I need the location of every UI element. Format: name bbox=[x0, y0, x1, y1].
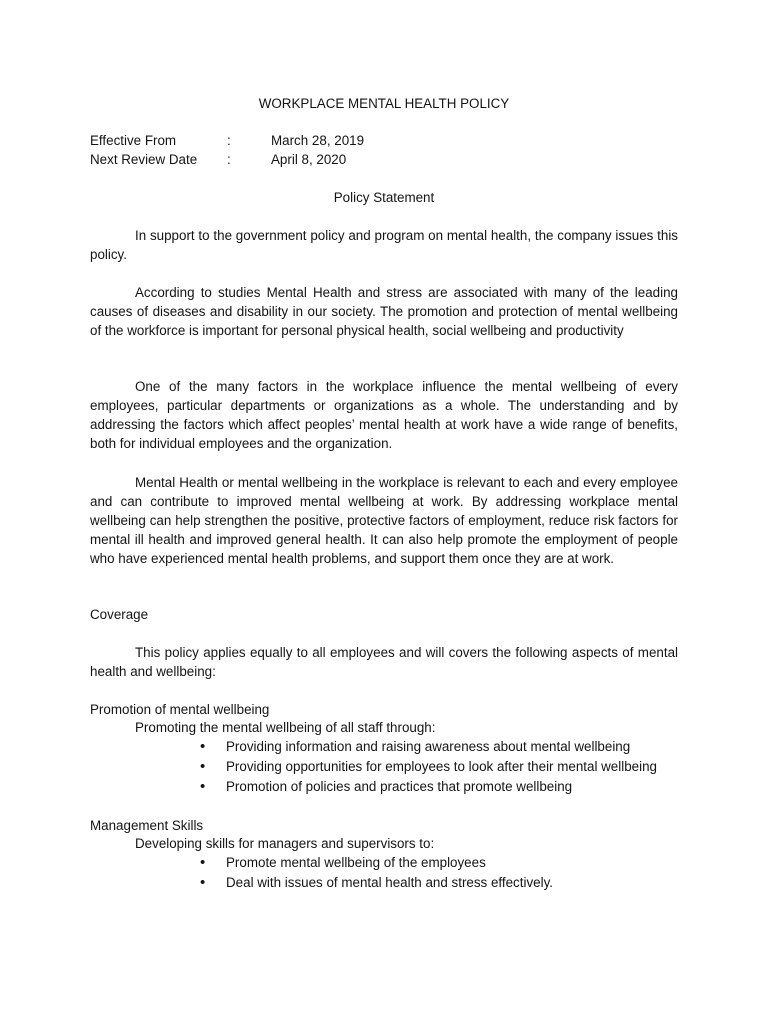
meta-row-effective-from bbox=[90, 131, 690, 150]
list-item bbox=[200, 873, 553, 893]
paragraph-relevance: Mental Health or mental wellbeing in the workplace is relevant to each and every employee and can contribute to improved mental wellbeing at work. By addressing workplace mental wellbeing can help strengthen the positive, protective factors of employment, reduce risk factors for mental ill health and improved general health. It can also help promote the employment of people who have experienced mental health problems, and support them once they are at work. bbox=[90, 475, 678, 566]
document-title: WORKPLACE MENTAL HEALTH POLICY bbox=[258, 96, 510, 111]
bullet-icon: • bbox=[200, 854, 206, 871]
bullet-icon: • bbox=[200, 758, 206, 775]
meta-value: April 8, 2020 bbox=[271, 152, 347, 167]
meta-label: Next Review Date bbox=[90, 152, 198, 167]
list-item bbox=[200, 737, 657, 757]
bullet-list-management bbox=[200, 853, 553, 893]
paragraph-studies: According to studies Mental Health and stress are associated with many of the leading causes of diseases and disability in our society. The promotion and protection of mental wellbeing of the workforce is important for personal physical health, social wellbeing and productivity bbox=[90, 285, 678, 338]
paragraph-factors: One of the many factors in the workplace influence the mental wellbeing of every employees, particular departments or organizations as a whole. The understanding and by addressing the factors which affect peoples’ mental health at work have a wide range of benefits, both for individual employees and the organization. bbox=[90, 379, 678, 451]
list-item-text: Providing opportunities for employees to look after their mental wellbeing bbox=[226, 759, 657, 774]
section-intro-promotion: Promoting the mental wellbeing of all staff through: bbox=[135, 720, 436, 735]
bullet-icon: • bbox=[200, 874, 206, 891]
bullet-icon: • bbox=[200, 738, 206, 755]
section-intro-management: Developing skills for managers and supervisors to: bbox=[135, 836, 435, 851]
bullet-list-promotion bbox=[200, 737, 657, 797]
list-item-text: Promotion of policies and practices that promote wellbeing bbox=[226, 779, 573, 794]
list-item-text: Deal with issues of mental health and stress effectively. bbox=[226, 875, 553, 890]
meta-row-next-review-date bbox=[90, 150, 690, 169]
list-item-text: Promote mental wellbeing of the employees bbox=[226, 855, 486, 870]
meta-separator: : bbox=[227, 152, 231, 167]
list-item bbox=[200, 757, 657, 777]
bullet-icon: • bbox=[200, 778, 206, 795]
list-item bbox=[200, 853, 553, 873]
meta-separator: : bbox=[227, 133, 231, 148]
list-item bbox=[200, 777, 657, 797]
policy-statement-heading: Policy Statement bbox=[333, 190, 435, 205]
section-heading-promotion: Promotion of mental wellbeing bbox=[90, 702, 270, 717]
meta-value: March 28, 2019 bbox=[271, 133, 365, 148]
section-heading-management: Management Skills bbox=[90, 818, 204, 833]
paragraph-intro: In support to the government policy and program on mental health, the company issues this policy. bbox=[90, 228, 678, 262]
coverage-paragraph: This policy applies equally to all employees and will covers the following aspects of mental health and wellbeing: bbox=[90, 645, 678, 679]
meta-label: Effective From bbox=[90, 133, 177, 148]
coverage-heading: Coverage bbox=[90, 607, 149, 622]
list-item-text: Providing information and raising awareness about mental wellbeing bbox=[226, 739, 631, 754]
